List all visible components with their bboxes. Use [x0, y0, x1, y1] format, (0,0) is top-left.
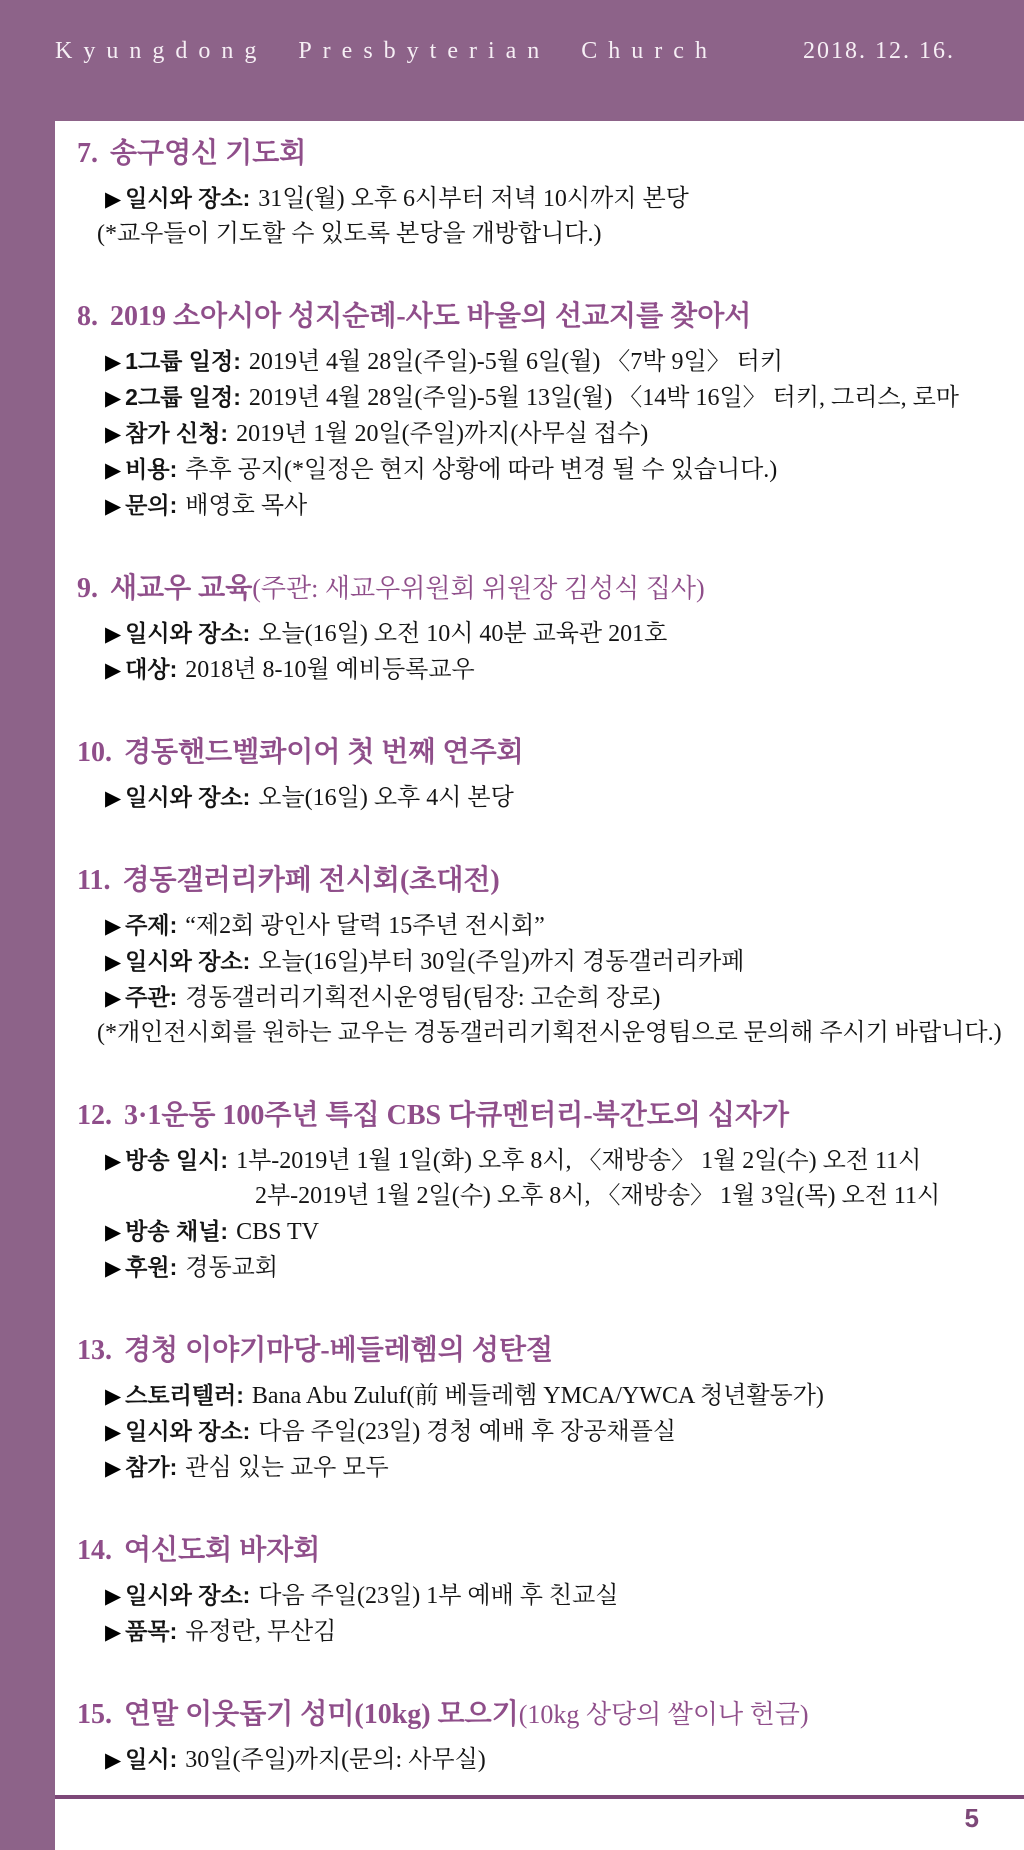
detail-label: 스토리텔러: [125, 1382, 244, 1408]
section-title-text: 여신도회 바자회 [124, 1535, 321, 1566]
section-number: 9. [77, 573, 98, 604]
triangle-bullet-icon: ▶ [105, 914, 122, 938]
section-title-text: 송구영신 기도회 [110, 138, 307, 169]
detail-text: 2019년 4월 28일(주일)-5월 13일(월) 〈14박 16일〉 터키, 그리스, 로마 [248, 385, 959, 411]
section-title [77, 568, 1024, 610]
triangle-bullet-icon: ▶ [105, 950, 122, 974]
detail-label: 2그룹 일정: [125, 384, 241, 410]
detail-label: 1그룹 일정: [125, 348, 241, 374]
announcement-section [77, 1330, 1024, 1486]
section-title-note: (주관: 새교우위원회 위원장 김성식 집사) [252, 574, 705, 603]
announcement-section [77, 296, 1024, 524]
announcement-section [77, 1694, 1024, 1778]
detail-text: 경동갤러리기획전시운영팀(팀장: 고순희 장로) [185, 985, 661, 1011]
section-title-text: 연말 이웃돕기 성미(10kg) 모으기 [124, 1699, 519, 1730]
detail-text: 경동교회 [185, 1255, 279, 1281]
detail-line [77, 344, 1024, 380]
section-number: 15. [77, 1699, 112, 1730]
detail-text: 2부-2019년 1월 2일(수) 오후 8시, 〈재방송〉 1월 3일(목) 오전 11시 [255, 1183, 941, 1209]
section-title-text: 2019 소아시아 성지순례-사도 바울의 선교지를 찾아서 [110, 301, 752, 332]
detail-label: 일시와 장소: [125, 948, 251, 974]
detail-line [77, 1143, 1024, 1179]
section-title-text: 경동핸드벨콰이어 첫 번째 연주회 [124, 737, 524, 768]
detail-label: 일시와 장소: [125, 1418, 251, 1444]
detail-text: 오늘(16일) 오전 10시 40분 교육관 201호 [258, 621, 668, 647]
detail-label: 일시와 장소: [125, 620, 251, 646]
detail-text: Bana Abu Zuluf(前 베들레헴 YMCA/YWCA 청년활동가) [251, 1383, 824, 1409]
triangle-bullet-icon: ▶ [105, 187, 122, 211]
section-title [77, 1694, 1024, 1736]
section-title-text: 새교우 교육 [110, 573, 253, 604]
detail-label: 후원: [125, 1254, 178, 1280]
triangle-bullet-icon: ▶ [105, 494, 122, 518]
detail-line [77, 780, 1024, 816]
detail-label: 참가: [125, 1454, 178, 1480]
detail-line [77, 1578, 1024, 1614]
detail-line [77, 980, 1024, 1016]
detail-line [77, 652, 1024, 688]
section-title-text: 경청 이야기마당-베들레헴의 성탄절 [124, 1335, 554, 1366]
announcement-section [77, 568, 1024, 688]
section-title-text: 3·1운동 100주년 특집 CBS 다큐멘터리-북간도의 십자가 [124, 1100, 789, 1131]
section-number: 12. [77, 1100, 112, 1131]
triangle-bullet-icon: ▶ [105, 1220, 122, 1244]
section-number: 14. [77, 1535, 112, 1566]
detail-text: 다음 주일(23일) 1부 예배 후 친교실 [258, 1583, 619, 1609]
detail-line [77, 1414, 1024, 1450]
triangle-bullet-icon: ▶ [105, 1384, 122, 1408]
section-title-text: 경동갤러리카페 전시회(초대전) [122, 865, 500, 896]
detail-text: 다음 주일(23일) 경청 예배 후 장공채플실 [258, 1419, 677, 1445]
detail-line [77, 380, 1024, 416]
section-title [77, 133, 1024, 175]
detail-line [77, 217, 1024, 252]
announcement-section [77, 860, 1024, 1051]
detail-label: 일시: [125, 1746, 178, 1772]
detail-line [77, 908, 1024, 944]
section-number: 10. [77, 737, 112, 768]
detail-text: (*교우들이 기도할 수 있도록 본당을 개방합니다.) [97, 221, 602, 247]
detail-label: 대상: [125, 656, 178, 682]
detail-label: 참가 신청: [125, 420, 229, 446]
section-title-note: (10kg 상당의 쌀이나 헌금) [518, 1700, 809, 1729]
detail-line [77, 1250, 1024, 1286]
section-number: 13. [77, 1335, 112, 1366]
triangle-bullet-icon: ▶ [105, 1748, 122, 1772]
detail-label: 문의: [125, 492, 178, 518]
detail-label: 품목: [125, 1618, 178, 1644]
detail-line [77, 1378, 1024, 1414]
triangle-bullet-icon: ▶ [105, 1620, 122, 1644]
triangle-bullet-icon: ▶ [105, 622, 122, 646]
announcement-section [77, 133, 1024, 252]
detail-label: 일시와 장소: [125, 185, 251, 211]
detail-label: 비용: [125, 456, 178, 482]
detail-label: 방송 채널: [125, 1218, 229, 1244]
triangle-bullet-icon: ▶ [105, 786, 122, 810]
detail-text: 2019년 4월 28일(주일)-5월 6일(월) 〈7박 9일〉 터키 [248, 349, 784, 375]
detail-text: (*개인전시회를 원하는 교우는 경동갤러리기획전시운영팀으로 문의해 주시기 바랍니다.) [97, 1020, 1002, 1046]
detail-line [77, 181, 1024, 217]
triangle-bullet-icon: ▶ [105, 1256, 122, 1280]
detail-line [77, 1214, 1024, 1250]
header-date: 2018. 12. 16. [803, 38, 955, 64]
section-number: 11. [77, 865, 111, 896]
detail-text: 유정란, 무산김 [185, 1619, 337, 1645]
detail-line [77, 1016, 1024, 1051]
triangle-bullet-icon: ▶ [105, 1149, 122, 1173]
triangle-bullet-icon: ▶ [105, 1456, 122, 1480]
section-number: 7. [77, 138, 98, 169]
footer-divider [55, 1795, 1024, 1799]
detail-label: 주관: [125, 984, 178, 1010]
detail-text: 배영호 목사 [185, 493, 308, 519]
detail-line [77, 1614, 1024, 1650]
page-header [55, 38, 955, 65]
detail-label: 주제: [125, 912, 178, 938]
triangle-bullet-icon: ▶ [105, 1584, 122, 1608]
church-name: Kyungdong Presbyterian Church [55, 38, 718, 64]
detail-text: 오늘(16일) 오후 4시 본당 [258, 785, 514, 811]
section-title [77, 860, 1024, 902]
detail-text: “제2회 광인사 달력 15주년 전시회” [185, 913, 545, 939]
detail-line [77, 1450, 1024, 1486]
detail-line [77, 944, 1024, 980]
announcement-section [77, 732, 1024, 816]
detail-line [77, 1742, 1024, 1778]
detail-line [77, 416, 1024, 452]
section-title [77, 1530, 1024, 1572]
section-title [77, 1330, 1024, 1372]
announcement-section [77, 1095, 1024, 1286]
detail-text: 2019년 1월 20일(주일)까지(사무실 접수) [236, 421, 649, 447]
triangle-bullet-icon: ▶ [105, 658, 122, 682]
triangle-bullet-icon: ▶ [105, 458, 122, 482]
detail-text: CBS TV [236, 1219, 319, 1245]
detail-line [77, 1179, 1024, 1214]
announcement-list [77, 133, 1024, 1778]
section-number: 8. [77, 301, 98, 332]
section-title [77, 1095, 1024, 1137]
detail-text: 30일(주일)까지(문의: 사무실) [185, 1747, 486, 1773]
triangle-bullet-icon: ▶ [105, 422, 122, 446]
detail-text: 추후 공지(*일정은 현지 상황에 따라 변경 될 수 있습니다.) [185, 457, 778, 483]
detail-text: 1부-2019년 1월 1일(화) 오후 8시, 〈재방송〉 1월 2일(수) 오전 11시 [236, 1148, 922, 1174]
section-title [77, 296, 1024, 338]
announcement-section [77, 1530, 1024, 1650]
page-number: 5 [964, 1803, 979, 1833]
detail-text: 31일(월) 오후 6시부터 저녁 10시까지 본당 [258, 186, 689, 212]
detail-text: 2018년 8-10월 예비등록교우 [185, 657, 475, 683]
detail-label: 일시와 장소: [125, 784, 251, 810]
content-panel [55, 121, 1024, 1850]
detail-label: 일시와 장소: [125, 1582, 251, 1608]
detail-text: 오늘(16일)부터 30일(주일)까지 경동갤러리카페 [258, 949, 745, 975]
detail-label: 방송 일시: [125, 1147, 229, 1173]
triangle-bullet-icon: ▶ [105, 986, 122, 1010]
detail-line [77, 452, 1024, 488]
triangle-bullet-icon: ▶ [105, 386, 122, 410]
detail-text: 관심 있는 교우 모두 [185, 1455, 389, 1481]
triangle-bullet-icon: ▶ [105, 350, 122, 374]
triangle-bullet-icon: ▶ [105, 1420, 122, 1444]
detail-line [77, 488, 1024, 524]
section-title [77, 732, 1024, 774]
detail-line [77, 616, 1024, 652]
